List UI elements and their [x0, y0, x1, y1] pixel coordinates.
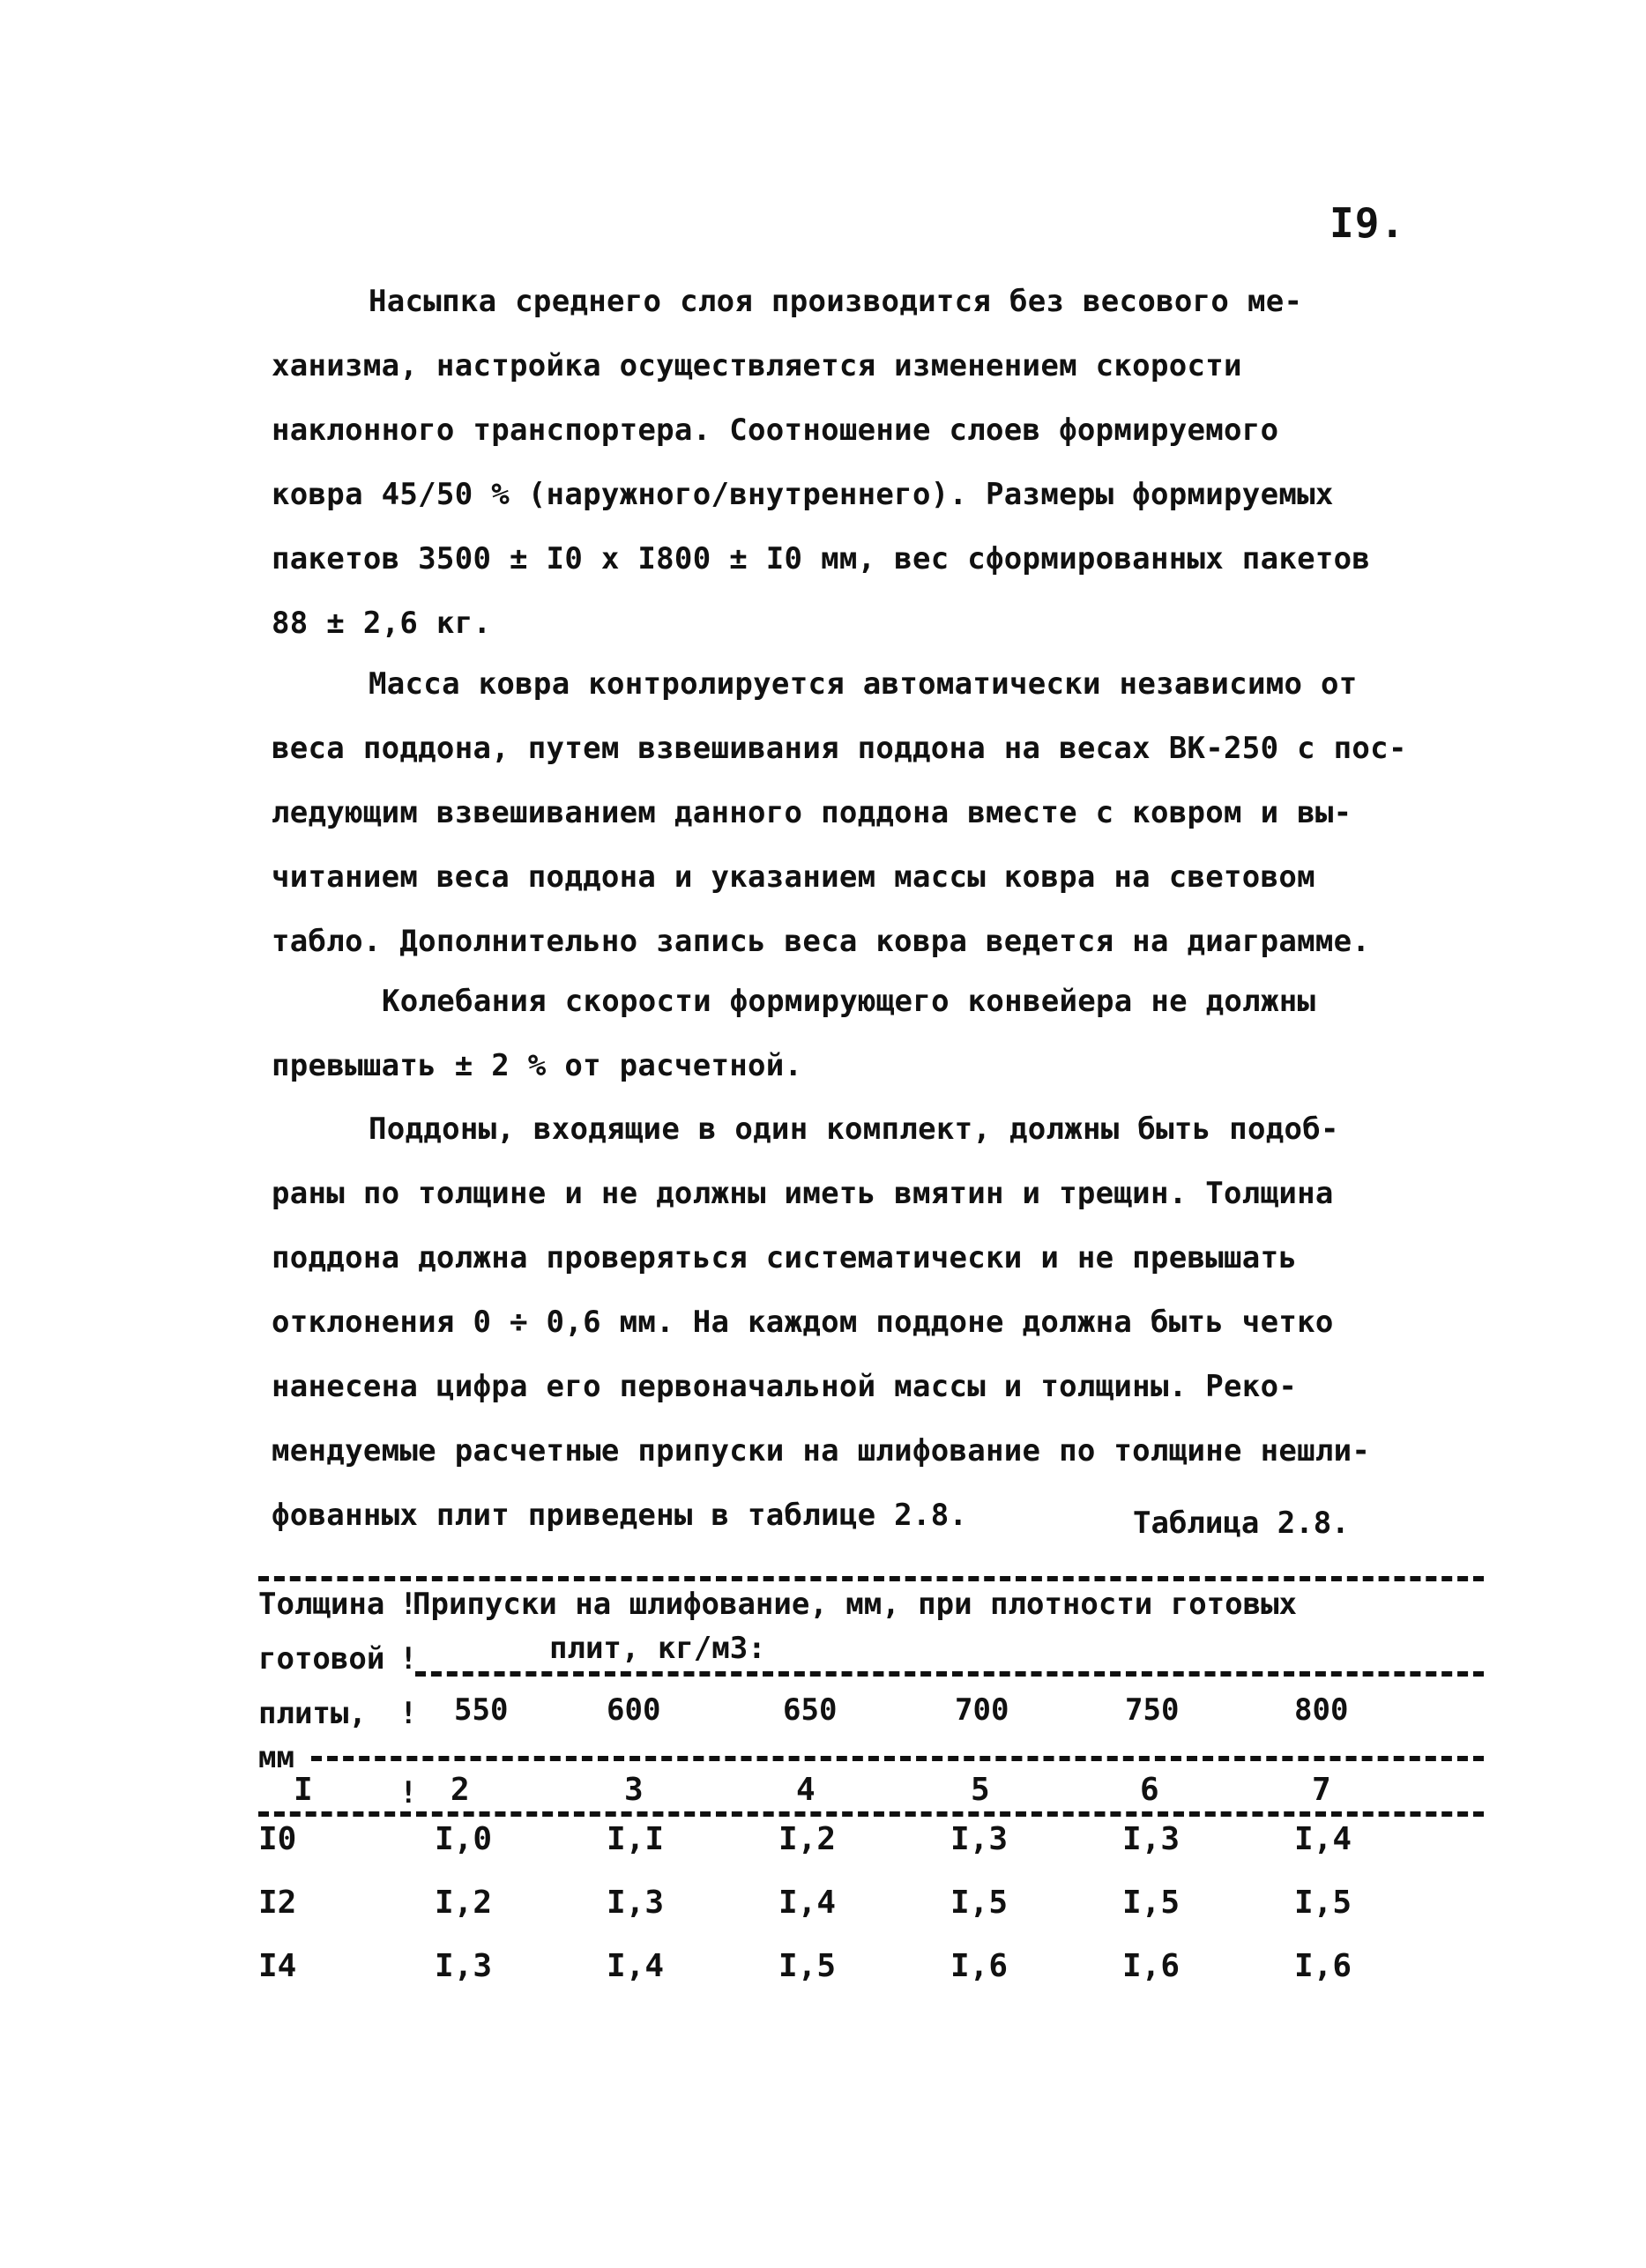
- paragraph-4: [272, 1097, 1479, 1548]
- text-line: отклонения 0 ÷ 0,6 мм. На каждом поддоне должна быть четко: [272, 1305, 1334, 1340]
- text-line: Колебания скорости формирующего конвейера не должны: [382, 984, 1316, 1019]
- text-line: пакетов 3500 ± I0 x I800 ± I0 мм, вес сформированных пакетов: [272, 541, 1371, 576]
- column-number: 7: [1312, 1772, 1331, 1808]
- text-line: читанием веса поддона и указанием массы ковра на световом: [272, 859, 1315, 895]
- text-line: раны по толщине и не должны иметь вмятин и трещин. Толщина: [272, 1176, 1334, 1211]
- table-cell: I,I: [607, 1821, 665, 1857]
- text-line: поддона должна проверяться систематически и не превышать: [272, 1240, 1298, 1275]
- table-cell: I,4: [607, 1948, 665, 1984]
- table-cell: I,5: [778, 1948, 837, 1984]
- text-line: ханизма, настройка осуществляется изменением скорости: [272, 348, 1242, 383]
- text-line: ледующим взвешиванием данного поддона вместе с ковром и вы-: [272, 795, 1352, 830]
- table-cell: I,5: [950, 1885, 1009, 1921]
- text-line: наклонного транспортера. Соотношение слоев формируемого: [272, 413, 1279, 448]
- text-line: фованных плит приведены в таблице 2.8.: [272, 1498, 968, 1533]
- paragraph-1: [272, 270, 1479, 656]
- header-left-line-1: Толщина: [258, 1587, 385, 1622]
- column-number: 3: [624, 1772, 644, 1808]
- header-main-line-1: Припуски на шлифование, мм, при плотности готовых: [413, 1587, 1298, 1622]
- table-cell: I,6: [950, 1948, 1009, 1984]
- allowance-table: [258, 1560, 1493, 2001]
- table-cell: I,3: [1122, 1821, 1181, 1857]
- table-cell: I,4: [1294, 1821, 1352, 1857]
- table-cell: I,6: [1122, 1948, 1181, 1984]
- row-thickness: I4: [258, 1948, 297, 1984]
- header-left-line-3: плиты,: [258, 1696, 367, 1731]
- text-line: Поддоны, входящие в один комплект, должны быть подоб-: [369, 1112, 1339, 1147]
- text-line: веса поддона, путем взвешивания поддона на весах ВК-250 с пос-: [272, 731, 1407, 766]
- text-line: Насыпка среднего слоя производится без весового ме-: [369, 284, 1303, 319]
- table-cell: I,2: [435, 1885, 493, 1921]
- density-650: 650: [783, 1692, 838, 1728]
- column-number: 4: [796, 1772, 816, 1808]
- header-divider: !: [399, 1641, 418, 1677]
- table-cell: I,0: [435, 1821, 493, 1857]
- header-divider: !: [399, 1775, 418, 1811]
- header-left-line-2: готовой: [258, 1641, 385, 1677]
- column-number: I: [294, 1772, 313, 1808]
- density-700: 700: [955, 1692, 1009, 1728]
- table-cell: I,5: [1122, 1885, 1181, 1921]
- paragraph-2: [272, 652, 1479, 974]
- density-800: 800: [1294, 1692, 1349, 1728]
- header-divider: !: [399, 1587, 418, 1622]
- column-number: 5: [971, 1772, 990, 1808]
- density-750: 750: [1125, 1692, 1180, 1728]
- text-line: 88 ± 2,6 кг.: [272, 606, 492, 641]
- row-thickness: I2: [258, 1885, 297, 1921]
- text-line: превышать ± 2 % от расчетной.: [272, 1048, 803, 1083]
- column-numbers-rule: [258, 1811, 1484, 1817]
- column-number: 6: [1140, 1772, 1159, 1808]
- table-top-rule: [258, 1576, 1484, 1581]
- table-cell: I,5: [1294, 1885, 1352, 1921]
- text-line: мендуемые расчетные припуски на шлифование по толщине нешли-: [272, 1433, 1371, 1469]
- table-caption: Таблица 2.8.: [1133, 1506, 1350, 1541]
- header-left-line-4: мм: [258, 1740, 294, 1775]
- header-divider: !: [399, 1696, 418, 1731]
- header-subrule: [415, 1671, 1484, 1677]
- row-thickness: I0: [258, 1821, 297, 1857]
- column-number: 2: [451, 1772, 470, 1808]
- table-cell: I,4: [778, 1885, 837, 1921]
- density-550: 550: [454, 1692, 509, 1728]
- text-line: табло. Дополнительно запись веса ковра ведется на диаграмме.: [272, 924, 1371, 959]
- density-600: 600: [607, 1692, 661, 1728]
- table-cell: I,6: [1294, 1948, 1352, 1984]
- text-line: Масса ковра контролируется автоматически независимо от: [369, 666, 1358, 702]
- text-line: ковра 45/50 % (наружного/внутреннего). Размеры формируемых: [272, 477, 1334, 512]
- header-bottom-rule: [311, 1756, 1484, 1761]
- header-main-line-2: плит, кг/м3:: [549, 1631, 766, 1666]
- text-line: нанесена цифра его первоначальной массы и толщины. Реко-: [272, 1369, 1298, 1404]
- table-cell: I,3: [950, 1821, 1009, 1857]
- table-cell: I,3: [607, 1885, 665, 1921]
- table-cell: I,3: [435, 1948, 493, 1984]
- paragraph-3: [272, 970, 1479, 1098]
- page-number: I9.: [1329, 199, 1406, 247]
- table-cell: I,2: [778, 1821, 837, 1857]
